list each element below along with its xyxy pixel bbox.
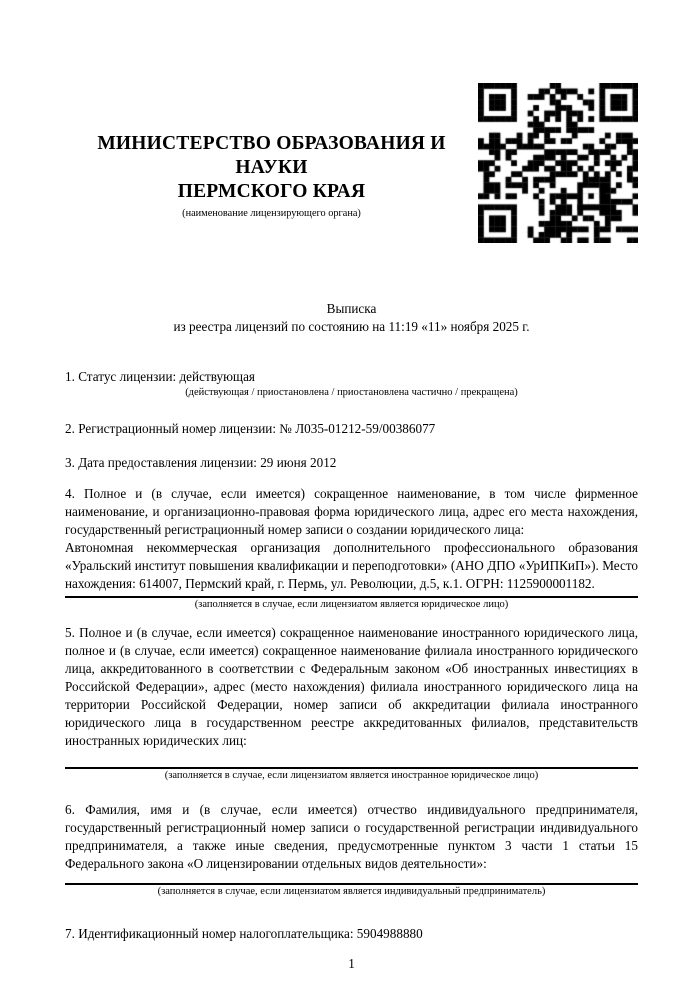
grant-date-item xyxy=(65,454,638,472)
legal-entity-caption: (заполняется в случае, если лицензиатом является юридическое лицо) xyxy=(194,599,509,610)
license-status-caption: (действующая / приостановлена / приостановлена частично / прекращена) xyxy=(185,387,518,398)
grant-date-text: 3. Дата предоставления лицензии: 29 июня 2012 xyxy=(65,455,337,470)
legal-entity-label: 4. Полное и (в случае, если имеется) сокращенное наименование, в том числе фирменное наименование, и организационно-правовая форма юридического лица, адрес его места нахождения, государственный регистрационный номер записи о создании юридического лица: xyxy=(65,486,638,537)
page-footer xyxy=(65,955,638,973)
qr-code xyxy=(478,83,638,243)
registration-number-text: 2. Регистрационный номер лицензии: № Л035-01212-59/00386077 xyxy=(65,421,436,436)
legal-entity-value: Автономная некоммерческая организация дополнительного профессионального образования «Уральский институт повышения квалификации и переподготовки» (АНО ДПО «УрИПКиП»). Место нахождения: 614007, Пермский край, г. Пермь, ул. Революции, д.5, к.1. ОГРН: 1125900001182. xyxy=(65,540,638,591)
registration-number-item xyxy=(65,420,638,438)
entrepreneur-value xyxy=(65,873,638,880)
foreign-entity-caption: (заполняется в случае, если лицензиатом является иностранное юридическое лицо) xyxy=(164,770,539,781)
license-status-text: 1. Статус лицензии: действующая xyxy=(65,369,256,384)
inn-item xyxy=(65,925,638,943)
inn-text: 7. Идентификационный номер налогоплательщика: 5904988880 xyxy=(65,926,423,941)
entrepreneur-label: 6. Фамилия, имя и (в случае, если имеется) отчество индивидуального предпринимателя, государственный регистрационный номер записи о государственной регистрации индивидуального предпринимателя, а также иные сведения, предусмотренные пунктом 3 части 1 статьи 15 Федерального закона «О лицензировании отдельных видов деятельности»: xyxy=(65,802,638,871)
licensing-authority-block xyxy=(65,80,478,220)
entrepreneur-item xyxy=(65,801,638,899)
ministry-subtitle: (наименование лицензирующего органа) xyxy=(182,208,361,219)
ministry-title-line1: МИНИСТЕРСТВО ОБРАЗОВАНИЯ И НАУКИ xyxy=(97,133,446,178)
document-title-line2: из реестра лицензий по состоянию на 11:19 «11» ноября 2025 г. xyxy=(173,319,530,334)
page-number: 1 xyxy=(348,956,355,971)
foreign-entity-value xyxy=(65,750,638,764)
document-title-line1: Выписка xyxy=(326,301,377,316)
legal-entity-item xyxy=(65,485,638,612)
foreign-entity-label: 5. Полное и (в случае, если имеется) сокращенное наименование иностранного юридического лица, полное и (в случае, если имеется) сокращенное наименование филиала иностранного юридического лица, аккредитованного в соответствии с Федеральным законом «Об иностранных инвестициях в Российской Федерации», адрес (место нахождения) филиала иностранного юридического лица на территории Российской Федерации, номер записи об аккредитации филиала иностранного юридического лица в государственном реестре аккредитованных филиалов, представительств иностранных юридических лиц: xyxy=(65,625,638,748)
license-status-item xyxy=(65,368,638,400)
entrepreneur-caption: (заполняется в случае, если лицензиатом является индивидуальный предприниматель) xyxy=(157,886,546,897)
document-title xyxy=(65,300,638,336)
foreign-entity-item xyxy=(65,624,638,783)
ministry-title-line2: ПЕРМСКОГО КРАЯ xyxy=(177,181,366,202)
document-header xyxy=(65,80,638,242)
